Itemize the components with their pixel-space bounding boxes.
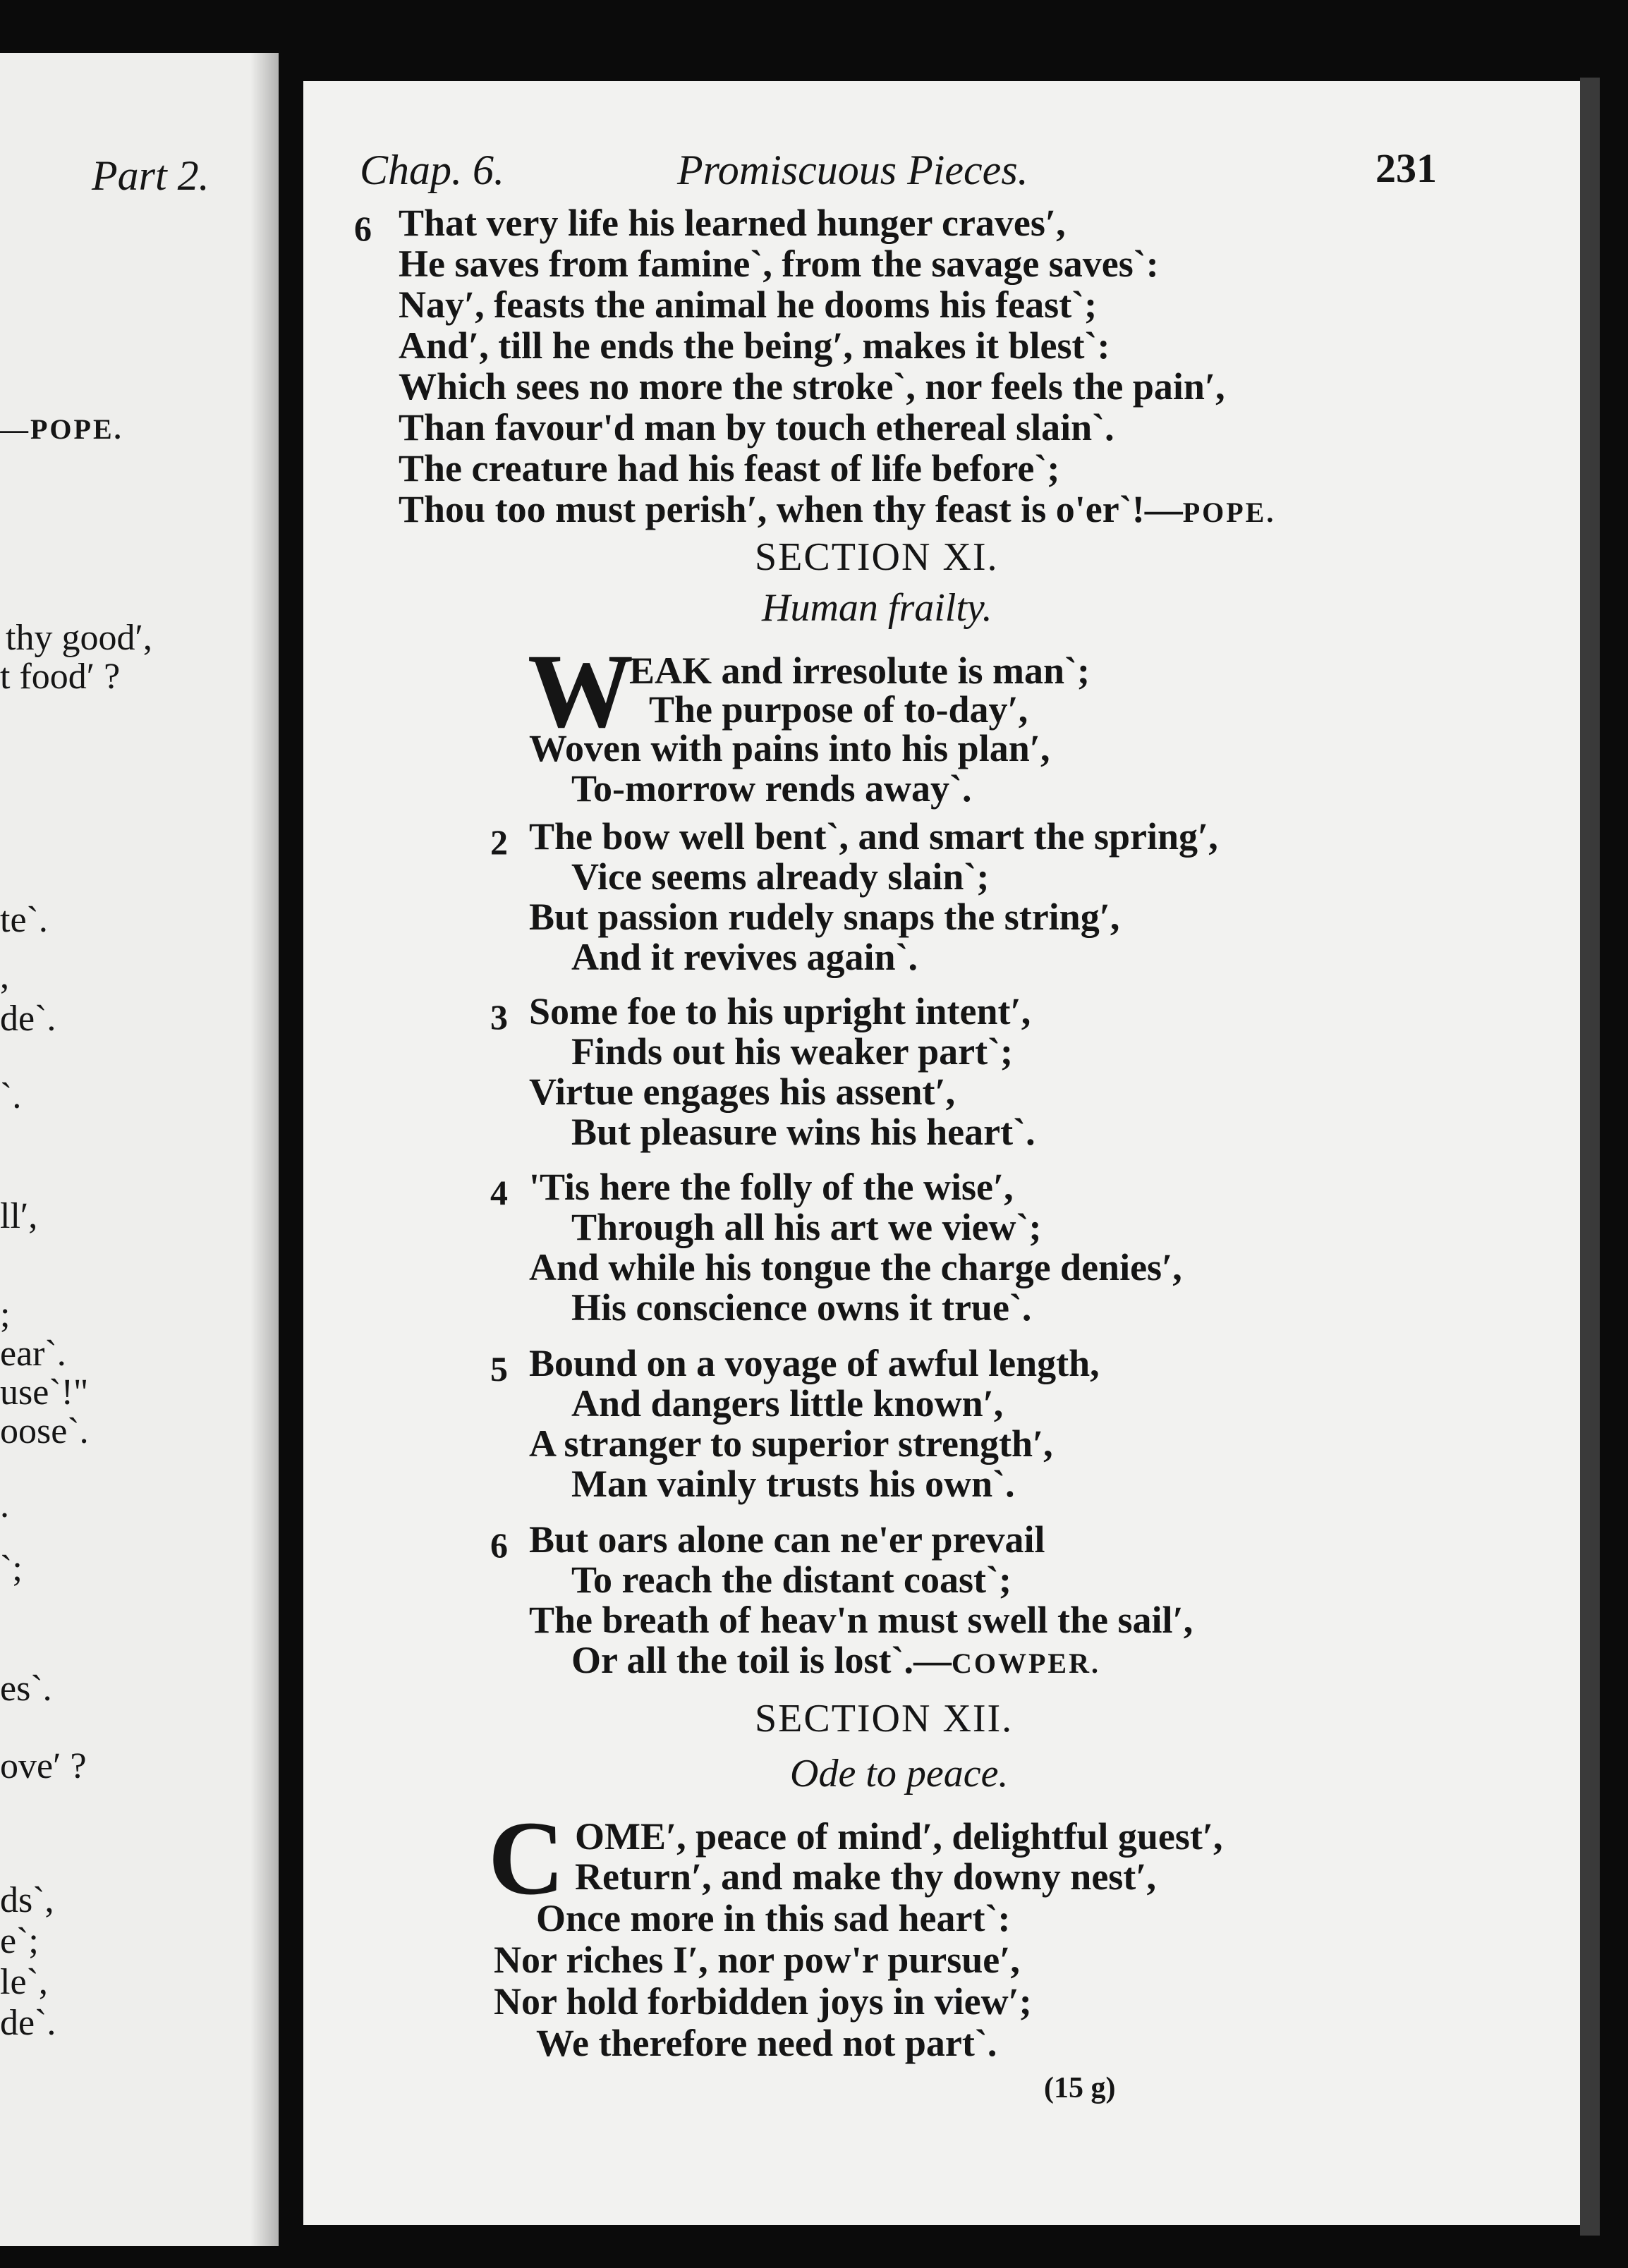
section-subtitle: Human frailty. [762,586,992,630]
verse-line: Vice seems already slain`; [571,855,990,898]
section-title: SECTION XI. [755,535,999,579]
drop-cap: C [488,1800,565,1917]
verse-line: And dangers little known′, [571,1382,1004,1425]
stanza-number: 4 [490,1173,508,1212]
section-subtitle: Ode to peace. [790,1752,1009,1796]
left-fragment: e`; [0,1921,39,1961]
verse-line: Nor riches I′, nor pow'r pursue′, [494,1939,1020,1981]
left-fragment: `. [0,1076,22,1116]
verse-line: He saves from famine`, from the savage saves`: [399,243,1159,285]
verse-line: Than favour'd man by touch ethereal slain`. [399,406,1114,449]
verse-line: But pleasure wins his heart`. [571,1111,1035,1153]
left-fragment: ove′ ? [0,1746,87,1786]
left-facing-page [0,53,279,2246]
left-fragment: , [0,956,9,996]
verse-line: Man vainly trusts his own`. [571,1463,1015,1505]
left-fragment: oose`. [0,1411,89,1451]
verse-line: Return′, and make thy downy nest′, [575,1855,1156,1898]
page-edge-shadow [1580,78,1600,2236]
verse-line: Once more in this sad heart`: [536,1897,1011,1939]
verse-line: OME′, peace of mind′, delightful guest′, [575,1815,1223,1858]
page-number: 231 [1375,145,1437,191]
left-fragment: te`. [0,900,48,940]
left-fragment: . [0,1485,9,1525]
running-title: Promiscuous Pieces. [677,147,1028,193]
gutter-shadow [250,53,279,2246]
verse-line [399,487,1275,531]
left-fragment: use`!" [0,1372,89,1413]
verse-line: Nay′, feasts the animal he dooms his feast`; [399,284,1098,326]
left-fragment: t food′ ? [0,657,121,697]
left-fragment: de`. [0,999,56,1039]
verse-line: That very life his learned hunger craves′, [399,202,1066,244]
verse-line: Finds out his weaker part`; [571,1030,1014,1073]
left-fragment: ds`, [0,1880,54,1920]
verse-line: And′, till he ends the being′, makes it blest`: [399,324,1110,367]
verse-line: But passion rudely snaps the string′, [529,896,1120,938]
stanza-number: 2 [490,822,508,862]
verse-line: Through all his art we view`; [571,1206,1042,1248]
verse-line: The bow well bent`, and smart the spring′, [529,815,1218,858]
right-page [303,81,1580,2225]
verse-line: And while his tongue the charge denies′, [529,1246,1182,1288]
stanza-number: 3 [490,997,508,1037]
section-title: SECTION XII. [755,1697,1014,1740]
left-fragment: `; [0,1549,23,1589]
left-fragment: thy good′, [6,618,152,658]
verse-line: Some foe to his upright intent′, [529,990,1031,1032]
verse-line: 'Tis here the folly of the wise′, [529,1166,1014,1208]
chapter-label: Chap. 6. [360,147,505,193]
verse-line: His conscience owns it true`. [571,1286,1032,1329]
verse-line: Virtue engages his assent′, [529,1071,956,1113]
verse-line: EAK and irresolute is man`; [629,650,1091,692]
verse-line: Nor hold forbidden joys in view′; [494,1980,1032,2023]
verse-line-text: Or all the toil is lost`.— [571,1639,952,1681]
verse-line: The breath of heav'n must swell the sail′, [529,1599,1193,1641]
drop-cap: W [528,633,633,750]
verse-line: To reach the distant coast`; [571,1559,1012,1601]
attribution: COWPER. [951,1647,1100,1679]
left-fragment: le`, [0,1962,48,2002]
verse-line: And it revives again`. [571,936,918,978]
verse-line: To-morrow rends away`. [571,767,972,810]
verse-line: Woven with pains into his plan′, [529,727,1050,769]
verse-line: A stranger to superior strength′, [529,1422,1053,1465]
left-fragment: de`. [0,2003,56,2043]
stanza-number: 6 [354,209,372,248]
signature-mark: (15 g) [1044,2072,1116,2104]
verse-line [571,1638,1100,1682]
attribution: POPE. [1182,496,1276,528]
left-fragment: ll′, [0,1196,38,1236]
verse-line: Which sees no more the stroke`, nor feels the pain′, [399,365,1225,408]
left-fragment: ear`. [0,1334,66,1374]
stanza-number: 6 [490,1525,508,1565]
verse-line: We therefore need not part`. [536,2022,997,2064]
stanza-number: 5 [490,1349,508,1389]
verse-line: Bound on a voyage of awful length, [529,1342,1100,1384]
verse-line: But oars alone can ne'er prevail [529,1518,1045,1561]
left-fragment: es`. [0,1669,52,1709]
left-page-header: Part 2. [92,152,209,199]
verse-line: The creature had his feast of life before`; [399,447,1060,489]
left-fragment: —POPE. [0,413,123,445]
verse-line: The purpose of to-day′, [649,688,1028,731]
left-fragment: ; [0,1295,11,1335]
verse-line-text: Thou too must perish′, when thy feast is o'er`!— [399,488,1183,530]
